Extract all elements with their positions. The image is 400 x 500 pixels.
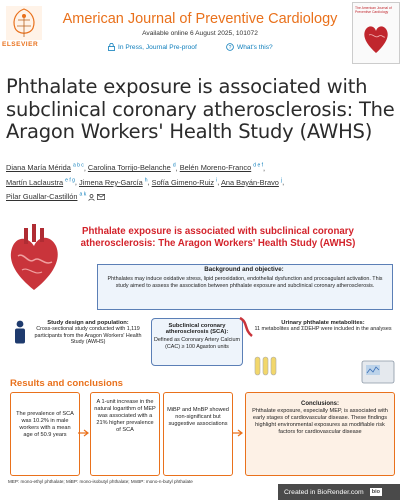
people-icon [10, 320, 30, 344]
article-title: Phthalate exposure is associated with subclinical coronary atherosclerosis: The Aragon Workers' Health Study (AWHS) [6, 75, 395, 143]
test-tube-icon [252, 355, 282, 377]
background-text: Phthalates may induce oxidative stress, lipid peroxidation, endothelial dysfunction and procoagulant activation. This study aimed to assess the association between phthalate exposure and subclinical coronary atherosclerosis. [107, 276, 383, 289]
biorender-text: Created in BioRender.com [284, 488, 364, 496]
author-list: Diana María Mérida $^{a b c}$, Carolina Torrijo-Belanche $^d$, Belén Moreno-Franco $^{d e f}$, Martín Laclaustra $^{e f g}$, Jimena Rey-García $^h$, Sofía Gimeno-Ruiz $^i$, Ana Bayán-Bravo $^j$, Pilar Guallar-Castillón $^{a k}$ [6, 163, 285, 202]
author-link[interactable]: Belén Moreno-Franco $^{d e f}$ [179, 163, 264, 173]
lock-icon [108, 43, 115, 51]
in-press-label: In Press, Journal Pre-proof [118, 43, 197, 51]
biorender-badge: bio [371, 489, 380, 495]
abstract-title: Phthalate exposure is associated with subclinical coronary atherosclerosis: The Aragon Workers' Health Study (AWHS) [80, 226, 356, 249]
lab-equipment-icon [360, 355, 396, 385]
author-link[interactable]: Pilar Guallar-Castillón $^{a k}$ [6, 191, 87, 202]
help-icon [226, 43, 234, 51]
author-link[interactable]: Ana Bayán-Bravo $^j$ [220, 177, 283, 187]
urinary-text: 11 metabolites and ΣDEHP were included in the analyses [254, 326, 392, 332]
result-card-mibp-mnbp [163, 392, 233, 476]
background-title: Background and objective: [204, 266, 284, 273]
urinary-title: Urinary phthalate metabolites: [281, 320, 365, 326]
email-icon[interactable] [97, 194, 105, 200]
arrow-right-icon [78, 428, 90, 438]
author-link[interactable]: Diana María Mérida $^{a b c}$ [6, 163, 84, 173]
svg-text:?: ? [228, 45, 232, 51]
cover-title: The American Journal of Preventive Cardiology [355, 6, 392, 15]
result-card-mep [90, 392, 160, 476]
biorender-credit[interactable] [278, 484, 400, 500]
journal-title[interactable]: American Journal of Preventive Cardiology [62, 11, 338, 27]
conclusions-title: Conclusions: [300, 401, 339, 407]
whats-this-label: What's this? [237, 43, 273, 51]
abbreviation-footnote: MEP: mono-ethyl phthalate; MiBP: mono-isobutyl phthalate; MnBP: mono-n-butyl phthalate [8, 479, 193, 484]
results-title: Results and conclusions [10, 378, 124, 389]
urinary-metabolites-box [252, 320, 394, 360]
availability-text: Available online 6 August 2025, 101072 [142, 30, 258, 37]
result-text: The prevalence of SCA was 10.2% in male workers with a mean age of 50.9 years [16, 411, 74, 438]
result-card-prevalence [10, 392, 80, 476]
result-text: A 1-unit increase in the natural logarithm of MEP was associated with a 21% higher prevalence of SCA [94, 399, 156, 433]
whats-this-link[interactable] [226, 43, 273, 51]
sca-title: Subclinical coronary atherosclerosis (SCA): [165, 323, 229, 335]
conclusions-box [245, 392, 395, 476]
sca-box [151, 318, 243, 366]
author-link[interactable]: Jimena Rey-García $^h$ [79, 177, 148, 187]
conclusions-text: Phthalate exposure, especially MEP, is associated with early stages of cardiovascular disease. These findings highlight environmental exposures as modifiable risk factors for cardiovascular disease [252, 408, 388, 435]
arrow-right-icon [232, 428, 244, 438]
publisher-wordmark: ELSEVIER [2, 41, 39, 48]
result-text: MiBP and MnBP showed non-significant but suggestive associations [167, 407, 229, 427]
sca-text: Defined as Coronary Artery Calcium (CAC) ≥ 100 Agaston units [154, 337, 240, 350]
journal-cover-thumbnail[interactable] [352, 2, 400, 64]
author-link[interactable]: Martín Laclaustra $^{e f g}$ [6, 177, 75, 187]
author-link[interactable]: Carolina Torrijo-Belanche $^d$ [87, 163, 176, 173]
study-design-title: Study design and population: [47, 320, 129, 326]
person-icon[interactable] [88, 194, 95, 201]
study-design-text: Cross-sectional study conducted with 1,119 participants from the Aragon Workers' Health Study (AWHS) [34, 326, 142, 346]
author-link[interactable]: Sofía Gimeno-Ruiz $^i$ [151, 177, 218, 187]
in-press-link[interactable] [108, 43, 197, 51]
study-design-box [30, 320, 146, 364]
